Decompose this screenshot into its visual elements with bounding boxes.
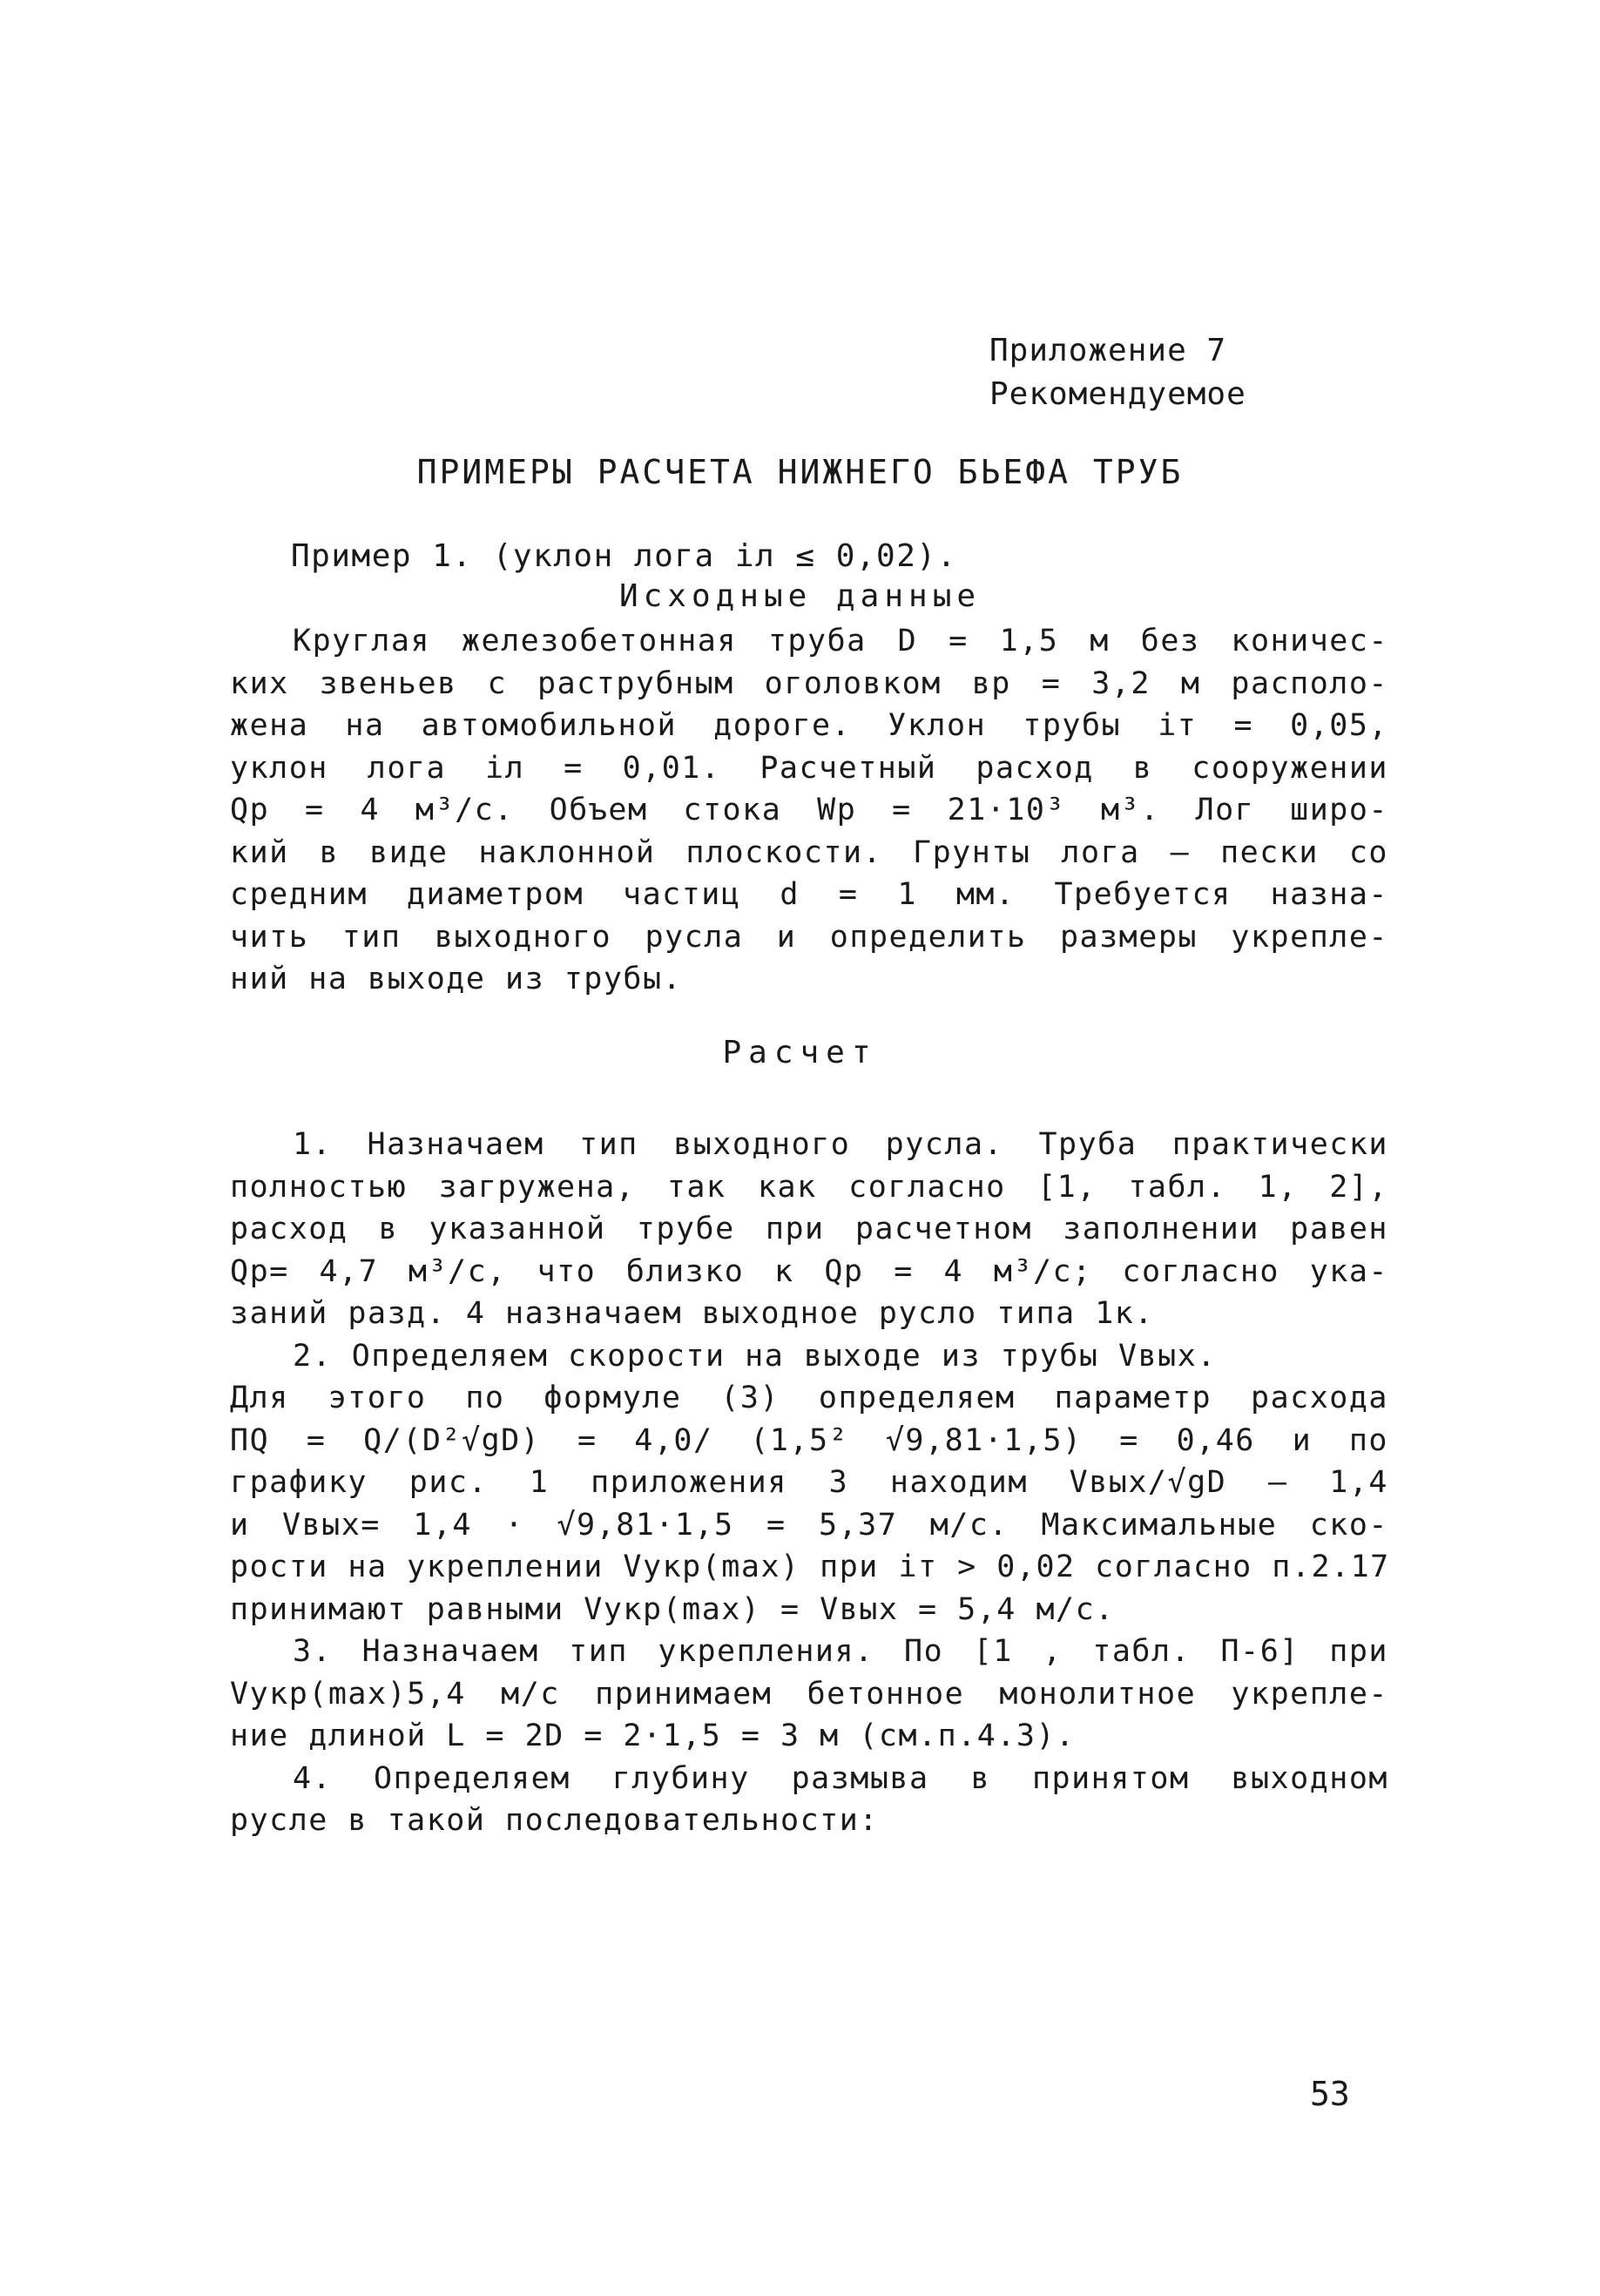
calculation-heading: Расчет xyxy=(722,1035,878,1070)
text-line: заний разд. 4 назначаем выходное русло типа 1к. xyxy=(230,1296,1154,1331)
appendix-label xyxy=(989,329,1246,416)
text-line: 3. Назначаем тип укрепления. По [1 , табл. П-6] при xyxy=(293,1634,1388,1669)
text-line: 2. Определяем скорости на выходе из трубы Vвых. xyxy=(293,1338,1217,1374)
text-line: полностью загружена, так как согласно [1, табл. 1, 2], xyxy=(230,1169,1388,1205)
text-line: уклон лога iл = 0,01. Расчетный расход в сооружении xyxy=(230,750,1388,786)
text-line: расход в указанной трубе при расчетном заполнении равен xyxy=(230,1212,1388,1246)
text-line: ний на выходе из трубы. xyxy=(230,962,683,996)
text-line: графику рис. 1 приложения 3 находим Vвых/√gD – 1,4 xyxy=(230,1465,1388,1500)
text-line: Qр= 4,7 м³/с, что близко к Qр = 4 м³/с; согласно ука- xyxy=(230,1253,1388,1289)
text-line: Qр = 4 м³/с. Объем стока Wр = 21·10³ м³. Лог широ- xyxy=(230,793,1388,827)
text-line: и Vвых= 1,4 · √9,81·1,5 = 5,37 м/с. Максимальные ско- xyxy=(230,1507,1388,1543)
text-line: русле в такой последовательности: xyxy=(230,1803,879,1838)
text-line: 1. Назначаем тип выходного русла. Труба практически xyxy=(293,1127,1388,1162)
text-line: принимают равными Vукр(max) = Vвых = 5,4 м/с. xyxy=(230,1591,1115,1627)
initial-data-paragraph xyxy=(230,620,1388,1001)
text-line: Для этого по формуле (3) определяем параметр расхода xyxy=(230,1381,1388,1415)
text-line: рости на укреплении Vукр(max) при iт > 0,02 согласно п.2.17 xyxy=(230,1550,1390,1584)
text-line: чить тип выходного русла и определить размеры укрепле- xyxy=(230,919,1388,955)
page-number: 53 xyxy=(1310,2075,1350,2113)
calculation-paragraphs xyxy=(230,1124,1388,1842)
text-line: кий в виде наклонной плоскости. Грунты лога – пески со xyxy=(230,834,1388,870)
text-line: 4. Определяем глубину размыва в принятом выходном xyxy=(293,1760,1388,1796)
text-line: средним диаметром частиц d = 1 мм. Требуется назна- xyxy=(230,877,1388,912)
appendix-status: Рекомендуемое xyxy=(989,376,1246,412)
initial-data-heading: Исходные данные xyxy=(618,578,982,614)
example-heading: Пример 1. (уклон лога iл ≤ 0,02). xyxy=(291,538,957,574)
text-line: жена на автомобильной дороге. Уклон трубы iт = 0,05, xyxy=(230,708,1388,743)
appendix-number: Приложение 7 xyxy=(989,333,1227,368)
text-line: ние длиной L = 2D = 2·1,5 = 3 м (см.п.4.3). xyxy=(230,1719,1076,1753)
text-line: Vукр(max)5,4 м/с принимаем бетонное монолитное укрепле- xyxy=(230,1676,1388,1712)
text-line: ких звеньев с раструбным оголовком вр = 3,2 м располо- xyxy=(230,665,1388,701)
text-line: ПQ = Q/(D²√gD) = 4,0/ (1,5² √9,81·1,5) = 0,46 и по xyxy=(230,1422,1388,1458)
page-title: ПРИМЕРЫ РАСЧЕТА НИЖНЕГО БЬЕФА ТРУБ xyxy=(416,453,1184,491)
text-line: Круглая железобетонная труба D = 1,5 м без коничес- xyxy=(293,624,1388,658)
